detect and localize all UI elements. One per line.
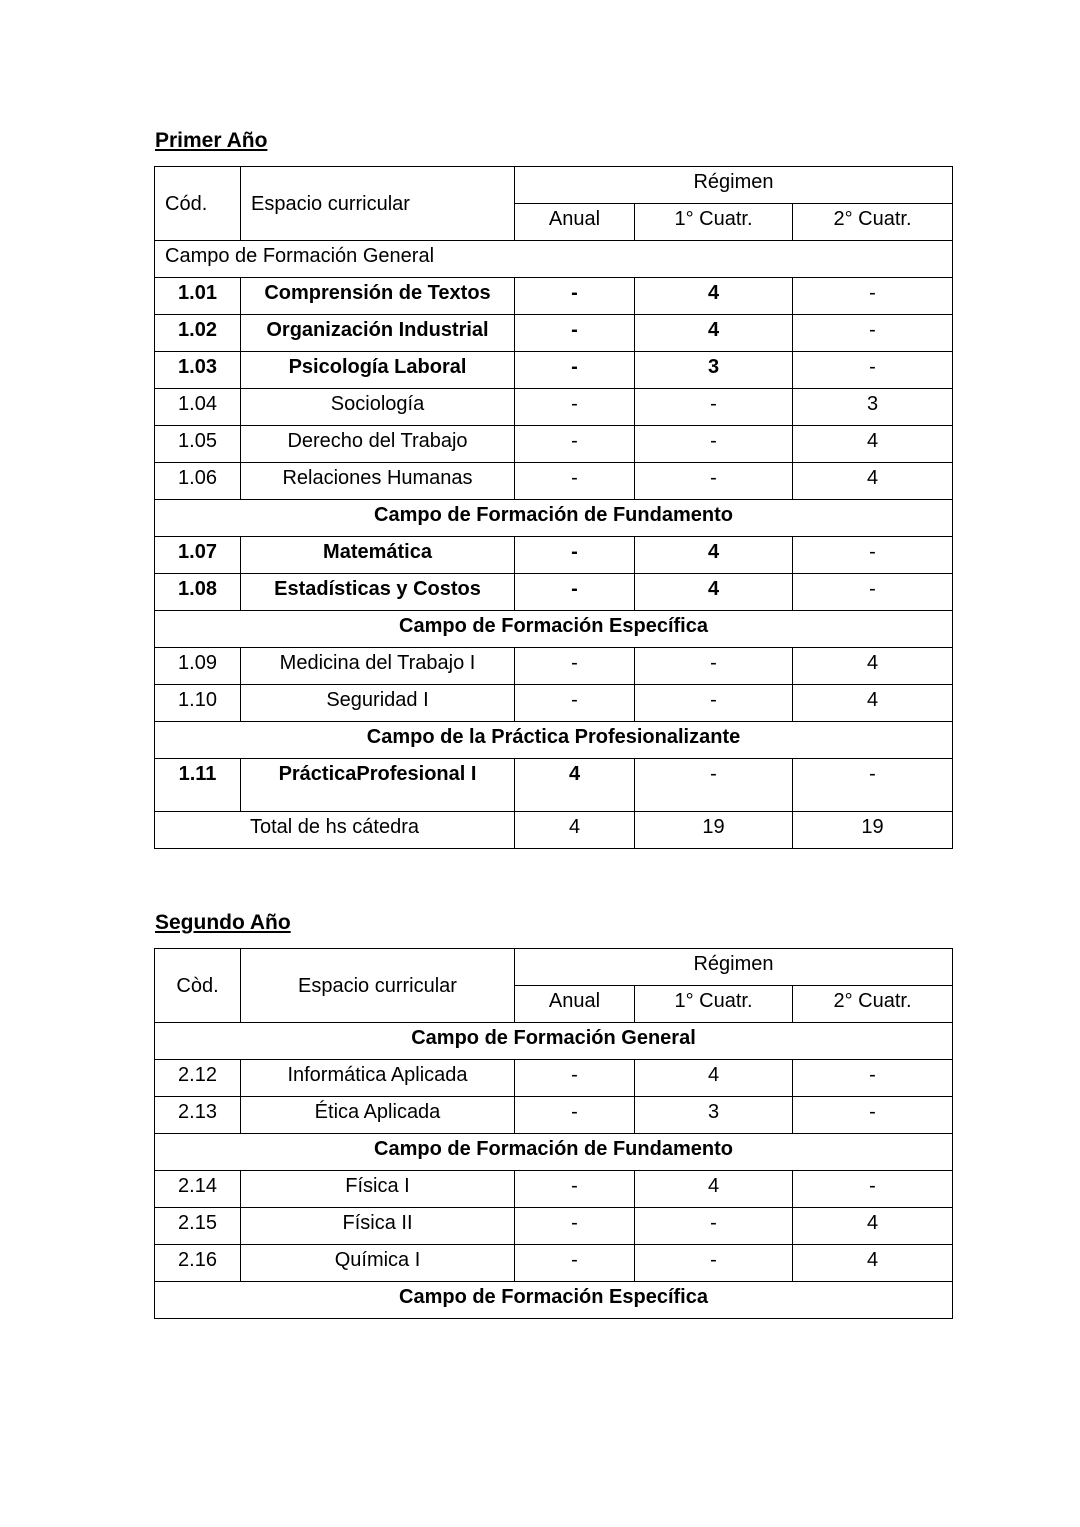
segundo-ano-table — [154, 948, 953, 1319]
row-anual: - — [515, 352, 635, 389]
row-anual: - — [515, 1097, 635, 1134]
header-anual: Anual — [515, 204, 635, 241]
row-c1: - — [635, 426, 793, 463]
row-name: Estadísticas y Costos — [241, 574, 515, 611]
row-anual: - — [515, 537, 635, 574]
row-name: PrácticaProfesional I — [241, 759, 515, 812]
row-cod: 1.10 — [155, 685, 241, 722]
row-c2: - — [793, 1060, 953, 1097]
row-name: Psicología Laboral — [241, 352, 515, 389]
field-label: Campo de Formación General — [155, 1023, 953, 1060]
field-label: Campo de Formación Específica — [155, 611, 953, 648]
header-espacio: Espacio curricular — [241, 167, 515, 241]
row-c2: - — [793, 574, 953, 611]
row-c2: - — [793, 759, 953, 812]
row-anual: - — [515, 1245, 635, 1282]
row-c2: - — [793, 278, 953, 315]
row-c2: - — [793, 537, 953, 574]
row-anual: - — [515, 315, 635, 352]
field-label: Campo de Formación de Fundamento — [155, 1134, 953, 1171]
segundo-ano-title: Segundo Año — [155, 911, 291, 934]
row-cod: 2.16 — [155, 1245, 241, 1282]
row-name: Física II — [241, 1208, 515, 1245]
row-c1: 4 — [635, 1171, 793, 1208]
table-row — [155, 278, 953, 315]
row-cod: 1.05 — [155, 426, 241, 463]
field-row-fundamento — [155, 500, 953, 537]
row-cod: 1.09 — [155, 648, 241, 685]
field-label: Campo de Formación Específica — [155, 1282, 953, 1319]
row-c2: 3 — [793, 389, 953, 426]
field-row-fundamento — [155, 1134, 953, 1171]
field-row-especifica — [155, 1282, 953, 1319]
table-row — [155, 1097, 953, 1134]
table-row — [155, 352, 953, 389]
total-anual: 4 — [515, 812, 635, 849]
row-c1: 3 — [635, 1097, 793, 1134]
table-row — [155, 574, 953, 611]
row-c1: 3 — [635, 352, 793, 389]
row-c2: 4 — [793, 463, 953, 500]
header-row — [155, 167, 953, 204]
row-c1: - — [635, 389, 793, 426]
row-name: Relaciones Humanas — [241, 463, 515, 500]
header-regimen: Régimen — [515, 167, 953, 204]
row-cod: 1.06 — [155, 463, 241, 500]
field-row-practica — [155, 722, 953, 759]
row-c2: 4 — [793, 648, 953, 685]
table-row — [155, 685, 953, 722]
field-label: Campo de Formación General — [155, 241, 953, 278]
row-name: Informática Aplicada — [241, 1060, 515, 1097]
row-cod: 1.02 — [155, 315, 241, 352]
row-c1: - — [635, 1245, 793, 1282]
header-cod: Cód. — [155, 167, 241, 241]
row-cod: 1.11 — [155, 759, 241, 812]
row-cod: 2.15 — [155, 1208, 241, 1245]
field-row-especifica — [155, 611, 953, 648]
field-row-general — [155, 241, 953, 278]
row-c1: 4 — [635, 315, 793, 352]
row-c1: 4 — [635, 574, 793, 611]
row-name: Comprensión de Textos — [241, 278, 515, 315]
row-c1: - — [635, 463, 793, 500]
row-anual: - — [515, 389, 635, 426]
row-cod: 1.01 — [155, 278, 241, 315]
total-label: Total de hs cátedra — [155, 812, 515, 849]
header-cod: Còd. — [155, 949, 241, 1023]
row-name: Seguridad I — [241, 685, 515, 722]
row-anual: - — [515, 463, 635, 500]
row-anual: - — [515, 574, 635, 611]
row-c1: - — [635, 759, 793, 812]
row-c2: - — [793, 1097, 953, 1134]
row-anual: - — [515, 278, 635, 315]
table-row — [155, 1171, 953, 1208]
table-row — [155, 537, 953, 574]
row-name: Derecho del Trabajo — [241, 426, 515, 463]
row-name: Química I — [241, 1245, 515, 1282]
table-row — [155, 1060, 953, 1097]
row-c2: - — [793, 352, 953, 389]
primer-ano-table — [154, 166, 953, 849]
row-cod: 1.03 — [155, 352, 241, 389]
header-regimen: Régimen — [515, 949, 953, 986]
row-c1: - — [635, 1208, 793, 1245]
row-name: Matemática — [241, 537, 515, 574]
row-anual: - — [515, 1208, 635, 1245]
header-espacio: Espacio curricular — [241, 949, 515, 1023]
row-cod: 2.12 — [155, 1060, 241, 1097]
row-c1: 4 — [635, 1060, 793, 1097]
primer-ano-title: Primer Año — [155, 129, 268, 152]
table-row — [155, 315, 953, 352]
row-cod: 1.07 — [155, 537, 241, 574]
row-anual: - — [515, 685, 635, 722]
row-c1: 4 — [635, 537, 793, 574]
table-row — [155, 1245, 953, 1282]
row-anual: - — [515, 426, 635, 463]
row-name: Física I — [241, 1171, 515, 1208]
row-c2: - — [793, 1171, 953, 1208]
header-c2: 2° Cuatr. — [793, 204, 953, 241]
row-cod: 1.04 — [155, 389, 241, 426]
row-cod: 1.08 — [155, 574, 241, 611]
row-c2: 4 — [793, 685, 953, 722]
header-c1: 1° Cuatr. — [635, 986, 793, 1023]
row-c1: - — [635, 685, 793, 722]
table-row — [155, 1208, 953, 1245]
row-c2: 4 — [793, 1208, 953, 1245]
table-row — [155, 759, 953, 812]
header-c2: 2° Cuatr. — [793, 986, 953, 1023]
table-row — [155, 463, 953, 500]
row-anual: - — [515, 1171, 635, 1208]
table-row — [155, 648, 953, 685]
total-c1: 19 — [635, 812, 793, 849]
row-name: Ética Aplicada — [241, 1097, 515, 1134]
row-anual: 4 — [515, 759, 635, 812]
row-c1: - — [635, 648, 793, 685]
row-c2: - — [793, 315, 953, 352]
row-c2: 4 — [793, 426, 953, 463]
row-cod: 2.14 — [155, 1171, 241, 1208]
row-cod: 2.13 — [155, 1097, 241, 1134]
header-row — [155, 949, 953, 986]
row-c1: 4 — [635, 278, 793, 315]
row-c2: 4 — [793, 1245, 953, 1282]
field-row-general — [155, 1023, 953, 1060]
header-c1: 1° Cuatr. — [635, 204, 793, 241]
table-row — [155, 426, 953, 463]
header-anual: Anual — [515, 986, 635, 1023]
total-c2: 19 — [793, 812, 953, 849]
row-anual: - — [515, 1060, 635, 1097]
row-name: Organización Industrial — [241, 315, 515, 352]
table-row — [155, 389, 953, 426]
total-row — [155, 812, 953, 849]
field-label: Campo de Formación de Fundamento — [155, 500, 953, 537]
row-name: Medicina del Trabajo I — [241, 648, 515, 685]
row-anual: - — [515, 648, 635, 685]
field-label: Campo de la Práctica Profesionalizante — [155, 722, 953, 759]
row-name: Sociología — [241, 389, 515, 426]
